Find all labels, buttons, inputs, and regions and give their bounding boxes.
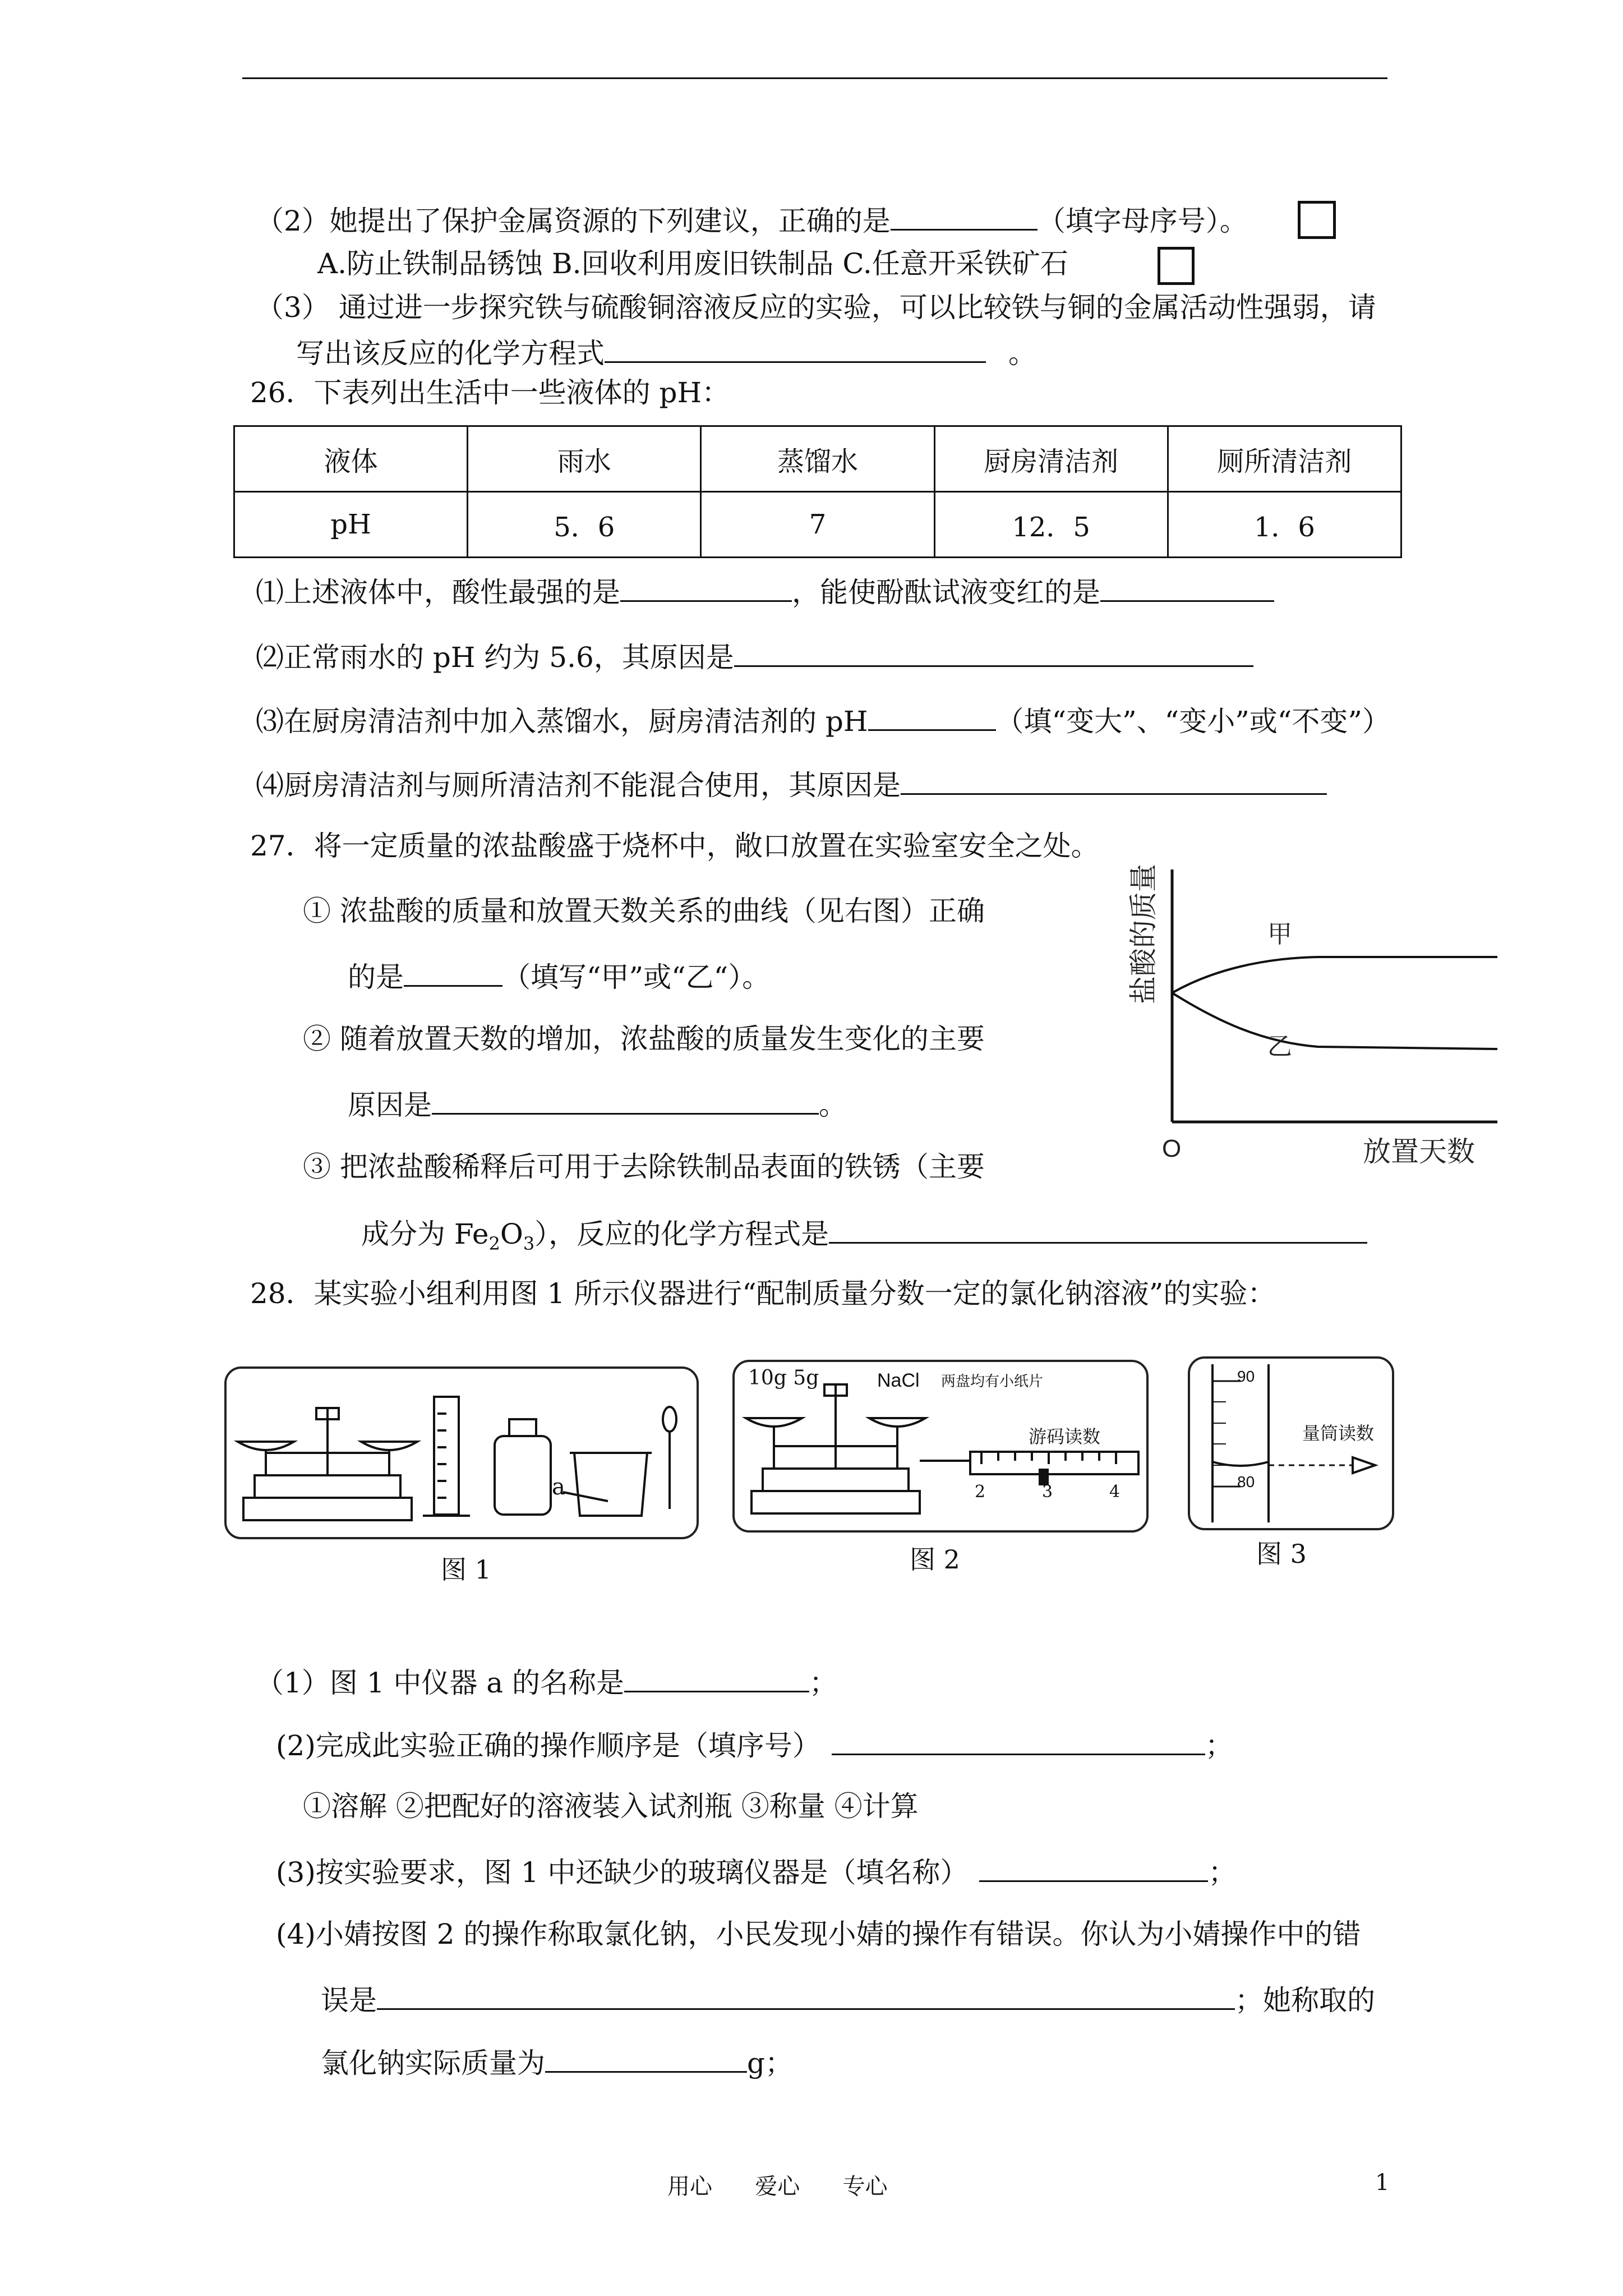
q28-q4-text-c: 氯化钠实际质量为 xyxy=(321,2047,545,2079)
table-header-cell: 厕所清洁剂 xyxy=(1168,426,1401,492)
q26-intro: 26．下表列出生活中一些液体的 pH： xyxy=(250,376,730,409)
graduated-cylinder-icon xyxy=(423,1397,470,1516)
figure-1-caption: 图 1 xyxy=(441,1554,491,1585)
answer-blank[interactable] xyxy=(620,573,792,602)
figure-3-frame xyxy=(1188,1356,1394,1530)
table-row xyxy=(234,492,1401,558)
q28-q3 xyxy=(276,1853,1236,1889)
q27-p3-line2 xyxy=(361,1215,1367,1260)
table-header-cell: 蒸馏水 xyxy=(701,426,934,492)
q27-p2-line1: ② 随着放置天数的增加，浓盐酸的质量发生变化的主要 xyxy=(303,1023,985,1055)
q28-steps: ①溶解 ②把配好的溶液装入试剂瓶 ③称量 ④计算 xyxy=(303,1790,919,1823)
q26-q3-text-a: ⑶在厨房清洁剂中加入蒸馏水，厨房清洁剂的 pH xyxy=(256,705,868,738)
table-row xyxy=(234,426,1401,492)
y-axis-label: 盐酸的质量 xyxy=(1128,864,1159,1004)
answer-blank[interactable] xyxy=(624,1664,809,1692)
table-header-cell: 液体 xyxy=(234,426,468,492)
q28-q4-line1: (4)小婧按图 2 的操作称取氯化钠，小民发现小婧的操作有错误。你认为小婧操作中的错 xyxy=(276,1918,1361,1950)
answer-box[interactable] xyxy=(1158,247,1195,285)
subscript: 3 xyxy=(523,1233,535,1254)
q27-p1-text-a: 的是 xyxy=(348,961,404,993)
answer-blank[interactable] xyxy=(901,766,1327,795)
table-cell: 7 xyxy=(701,492,934,558)
q26-q1 xyxy=(256,573,1274,609)
answer-blank[interactable] xyxy=(377,1981,1235,2010)
q27-p2-text-a: 原因是 xyxy=(348,1089,432,1121)
q25-part3-line1: （3） 通过进一步探究铁与硫酸铜溶液反应的实验，可以比较铁与铜的金属活动性强弱，请 xyxy=(256,291,1376,324)
q25-part3-line2 xyxy=(296,334,1036,370)
figure-1-frame xyxy=(224,1366,699,1539)
q26-q2-text: ⑵正常雨水的 pH 约为 5.6，其原因是 xyxy=(256,641,734,674)
q28-q4-text-b: ；她称取的 xyxy=(1235,1984,1375,2017)
q25-part3-end: 。 xyxy=(1008,337,1036,370)
q28-q1-text: （1）图 1 中仪器 a 的名称是 xyxy=(256,1667,625,1699)
figure-2-nacl: NaCl xyxy=(877,1370,920,1391)
answer-blank[interactable] xyxy=(432,1086,819,1115)
q25-part2 xyxy=(256,202,1248,238)
balance-icon xyxy=(238,1408,417,1520)
figure-3-label-90: 90 xyxy=(1237,1368,1255,1385)
answer-blank[interactable] xyxy=(1100,573,1274,602)
footer-center: 用心 爱心 专心 xyxy=(667,2174,888,2200)
dropper-icon xyxy=(663,1407,676,1509)
figure-2-rider-label: 游码读数 xyxy=(1029,1426,1101,1447)
curve-upper xyxy=(1172,957,1497,993)
answer-blank[interactable] xyxy=(545,2044,747,2073)
answer-blank[interactable] xyxy=(891,202,1038,231)
balance-icon xyxy=(746,1384,925,1513)
figure-2-tick-3: 3 xyxy=(1042,1482,1053,1502)
q26-q3 xyxy=(256,702,1390,738)
table-cell: 12．5 xyxy=(934,492,1168,558)
figure-3-caption: 图 3 xyxy=(1256,1539,1307,1569)
mass-days-graph xyxy=(1116,858,1503,1172)
q26-q1-text-b: ，能使酚酞试液变红的是 xyxy=(792,576,1100,609)
q26-q3-text-b: （填“变大”、“变小”或“不变”） xyxy=(995,705,1390,738)
q27-p1-line1: ① 浓盐酸的质量和放置天数关系的曲线（见右图）正确 xyxy=(303,895,985,927)
figure-2-frame xyxy=(732,1360,1149,1533)
q27-p2-line2 xyxy=(348,1086,847,1122)
q25-part2-text: （2）她提出了保护金属资源的下列建议，正确的是 xyxy=(256,205,891,237)
q26-q4 xyxy=(256,766,1327,802)
table-cell: 1．6 xyxy=(1168,492,1401,558)
x-axis-label: 放置天数 xyxy=(1363,1136,1475,1167)
q28-q4-line2 xyxy=(321,1981,1375,2017)
answer-blank[interactable] xyxy=(979,1853,1208,1882)
q26-q4-text: ⑷厨房清洁剂与厕所清洁剂不能混合使用，其原因是 xyxy=(256,769,901,802)
rider-scale xyxy=(920,1452,1138,1474)
answer-blank[interactable] xyxy=(404,958,502,987)
q28-q2-text: (2)完成此实验正确的操作顺序是（填序号） xyxy=(276,1729,820,1762)
answer-blank[interactable] xyxy=(829,1215,1367,1244)
q28-q4-text-d: g； xyxy=(747,2047,794,2079)
q26-q1-text-a: ⑴上述液体中，酸性最强的是 xyxy=(256,576,620,609)
ph-table xyxy=(233,425,1402,558)
curve-lower-label: 乙 xyxy=(1267,1033,1292,1060)
answer-blank[interactable] xyxy=(605,334,986,363)
figure-3-label-80: 80 xyxy=(1237,1473,1255,1490)
table-header-cell: 雨水 xyxy=(468,426,701,492)
q28-q4-line3 xyxy=(321,2044,793,2080)
figure-2-note: 两盘均有小纸片 xyxy=(941,1373,1044,1390)
figure-1-label-a: a xyxy=(552,1474,565,1500)
figure-2-tick-2: 2 xyxy=(975,1482,986,1502)
answer-blank[interactable] xyxy=(832,1727,1205,1755)
answer-blank[interactable] xyxy=(868,702,996,731)
q28-q3-end: ； xyxy=(1208,1856,1237,1889)
q28-q1-end: ； xyxy=(809,1667,838,1699)
q27-p3-line1: ③ 把浓盐酸稀释后可用于去除铁制品表面的铁锈（主要 xyxy=(303,1151,985,1183)
figure-2-caption: 图 2 xyxy=(910,1544,960,1575)
oxygen-symbol: O xyxy=(500,1218,523,1250)
q25-part3-text: 写出该反应的化学方程式 xyxy=(296,337,605,370)
q28-q4-text-a: 误是 xyxy=(321,1984,377,2017)
curve-upper-label: 甲 xyxy=(1267,921,1292,948)
q28-q3-text: (3)按实验要求，图 1 中还缺少的玻璃仪器是（填名称） xyxy=(276,1856,969,1889)
q27-intro: 27．将一定质量的浓盐酸盛于烧杯中，敞口放置在实验室安全之处。 xyxy=(250,830,1099,862)
figure-2-tick-4: 4 xyxy=(1109,1482,1121,1502)
q25-options: A.防止铁制品锈蚀 B.回收利用废旧铁制品 C.任意开采铁矿石 xyxy=(317,247,1068,280)
q28-intro: 28．某实验小组利用图 1 所示仪器进行“配制质量分数一定的氯化钠溶液”的实验： xyxy=(250,1277,1276,1310)
figure-1-instruments xyxy=(227,1369,697,1537)
q27-p1-line2 xyxy=(348,958,770,994)
eye-icon xyxy=(1353,1457,1375,1473)
header-rule xyxy=(242,77,1387,79)
q25-part2-tail: （填字母序号）。 xyxy=(1037,205,1248,237)
figure-2-weights: 10g 5g xyxy=(748,1366,819,1389)
beaker-icon xyxy=(563,1453,652,1516)
q27-p1-text-b: （填写“甲”或“乙“）。 xyxy=(502,961,771,993)
q28-q2-end: ； xyxy=(1205,1729,1233,1762)
q28-q1 xyxy=(256,1664,837,1700)
reagent-bottle-icon xyxy=(495,1419,551,1515)
answer-blank[interactable] xyxy=(734,638,1253,667)
answer-box[interactable] xyxy=(1298,201,1336,239)
table-cell: pH xyxy=(234,492,468,558)
q27-p3-text-a: 成分为 Fe xyxy=(361,1218,489,1250)
table-cell: 5．6 xyxy=(468,492,701,558)
q26-q2 xyxy=(256,638,1253,674)
q27-p2-text-b: 。 xyxy=(819,1089,847,1121)
q27-p3-text-b: ），反应的化学方程式是 xyxy=(534,1218,829,1250)
table-header-cell: 厨房清洁剂 xyxy=(934,426,1168,492)
subscript: 2 xyxy=(488,1233,500,1254)
q28-q2 xyxy=(276,1727,1233,1763)
figure-3-label: 量筒读数 xyxy=(1302,1423,1375,1444)
origin-label: O xyxy=(1162,1135,1182,1162)
curve-lower xyxy=(1172,993,1497,1049)
page-number: 1 xyxy=(1375,2170,1390,2196)
